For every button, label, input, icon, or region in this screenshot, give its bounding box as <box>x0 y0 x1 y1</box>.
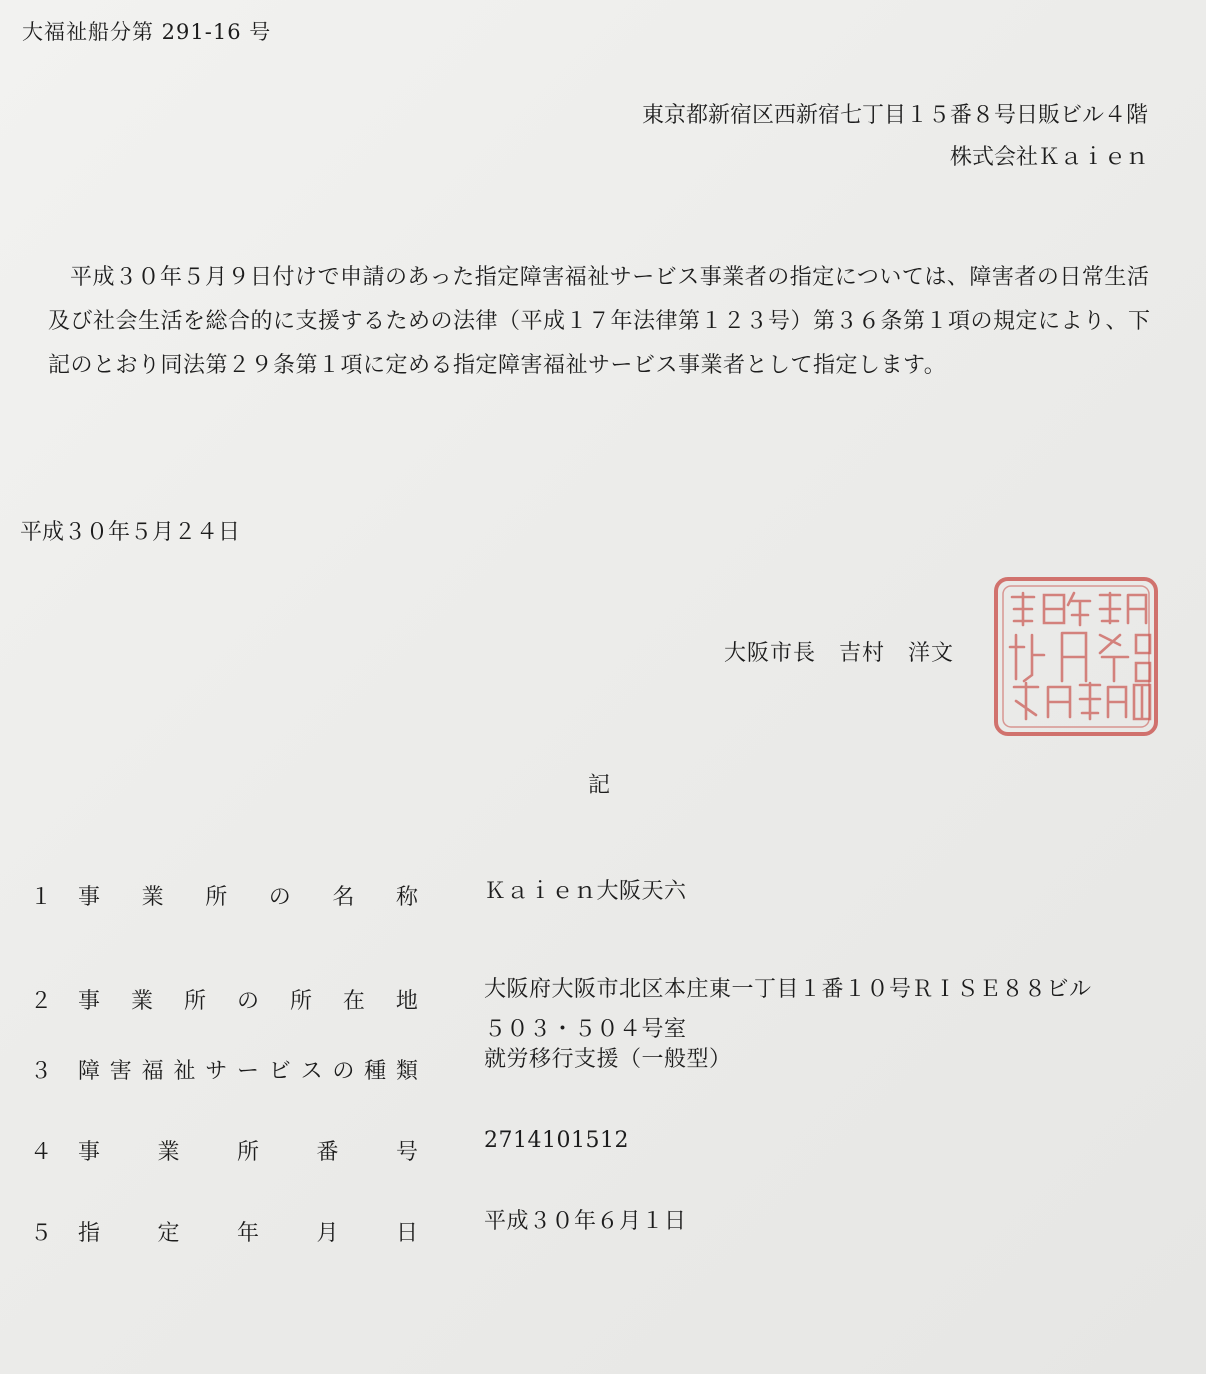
detail-item <box>26 1209 1186 1247</box>
label-char: 業 <box>130 989 153 1014</box>
label-char: 月 <box>316 1221 339 1246</box>
label-char: の <box>268 885 291 910</box>
label-char: 所 <box>236 1140 259 1165</box>
ki-heading: 記 <box>588 773 611 798</box>
label-char: 福 <box>141 1059 164 1084</box>
detail-item <box>26 1047 1186 1085</box>
label-char: 称 <box>395 885 418 910</box>
value-line: 大阪府大阪市北区本庄東一丁目１番１０号ＲＩＳＥ８８ビル <box>484 977 1092 1002</box>
body-line: の規定により、下記のとおり同法第２９条第１項に定める指定障害福祉サービス事業者として指定し <box>48 309 1151 378</box>
label-char: 事 <box>78 885 101 910</box>
detail-list <box>26 879 1186 1246</box>
body-line: 日常生活及び社会生活を総合的に支援するための法律（平成１７年法律第１２３号）第３６条第１項 <box>48 265 1150 334</box>
label-char: サ <box>205 1059 228 1084</box>
body-line: 平成３０年５月９日付けで申請のあった指定障害福祉サービス事業者の指定については、障害者の <box>70 265 1060 290</box>
label-char: 祉 <box>173 1059 196 1084</box>
label-char: 業 <box>157 1140 180 1165</box>
label-char: 種 <box>364 1059 387 1084</box>
label-char: 指 <box>78 1221 101 1246</box>
item-value <box>484 1040 732 1085</box>
label-char: 名 <box>332 885 355 910</box>
item-number: ５ <box>30 1221 53 1246</box>
value-line: 就労移行支援（一般型） <box>484 1047 732 1072</box>
label-char: 地 <box>395 989 418 1014</box>
label-char: 所 <box>289 989 312 1014</box>
item-value <box>484 970 1092 1050</box>
label-char: の <box>236 989 259 1014</box>
label-char: 番 <box>316 1140 339 1165</box>
label-char: 所 <box>205 885 228 910</box>
label-char: 業 <box>141 885 164 910</box>
label-char: 事 <box>78 989 101 1014</box>
label-char: ス <box>300 1059 323 1084</box>
label-char: 日 <box>395 1221 418 1246</box>
recipient-company: 株式会社Ｋａｉｅｎ <box>949 145 1148 170</box>
signer-title: 大阪市長 <box>724 641 817 666</box>
label-char: の <box>332 1059 355 1084</box>
detail-item <box>26 880 1186 912</box>
value-line: Ｋａｉｅｎ大阪天六 <box>484 879 687 904</box>
item-number: ２ <box>30 989 53 1014</box>
official-seal <box>992 575 1160 738</box>
label-char: 障 <box>78 1059 101 1084</box>
value-line: 2714101512 <box>484 1128 629 1153</box>
label-char: 所 <box>183 989 206 1014</box>
label-char: 年 <box>236 1221 259 1246</box>
item-value <box>484 1202 687 1247</box>
label-char: 定 <box>157 1221 180 1246</box>
label-char: 在 <box>342 989 365 1014</box>
recipient-address: 東京都新宿区西新宿七丁目１５番８号日販ビル４階 <box>641 103 1148 128</box>
item-label <box>78 984 418 1050</box>
detail-item <box>26 1128 1186 1166</box>
value-line: ５０３・５０４号室 <box>484 1017 687 1042</box>
label-char: ー <box>236 1059 259 1084</box>
item-number: ４ <box>30 1140 53 1165</box>
item-value <box>484 872 687 912</box>
label-char: 事 <box>78 1140 101 1165</box>
item-label <box>78 1216 418 1247</box>
body-line: ます。 <box>880 353 947 378</box>
document-number: 大福祉船分第 291-16 号 <box>22 20 272 44</box>
recipient-block <box>642 95 1148 179</box>
item-number: １ <box>30 885 53 910</box>
label-char: 害 <box>109 1059 132 1084</box>
signer <box>724 636 954 667</box>
value-line: 平成３０年６月１日 <box>484 1209 687 1234</box>
item-label <box>78 1054 418 1085</box>
item-label <box>78 880 418 912</box>
item-number: ３ <box>30 1059 53 1084</box>
issue-date: 平成３０年５月２４日 <box>20 520 241 545</box>
body-paragraph <box>48 256 1166 388</box>
label-char: 号 <box>395 1140 418 1165</box>
label-char: 類 <box>395 1059 418 1084</box>
item-value <box>484 1121 629 1166</box>
item-label <box>78 1135 418 1166</box>
signer-name: 吉村 洋文 <box>839 641 955 666</box>
label-char: ビ <box>268 1059 291 1084</box>
